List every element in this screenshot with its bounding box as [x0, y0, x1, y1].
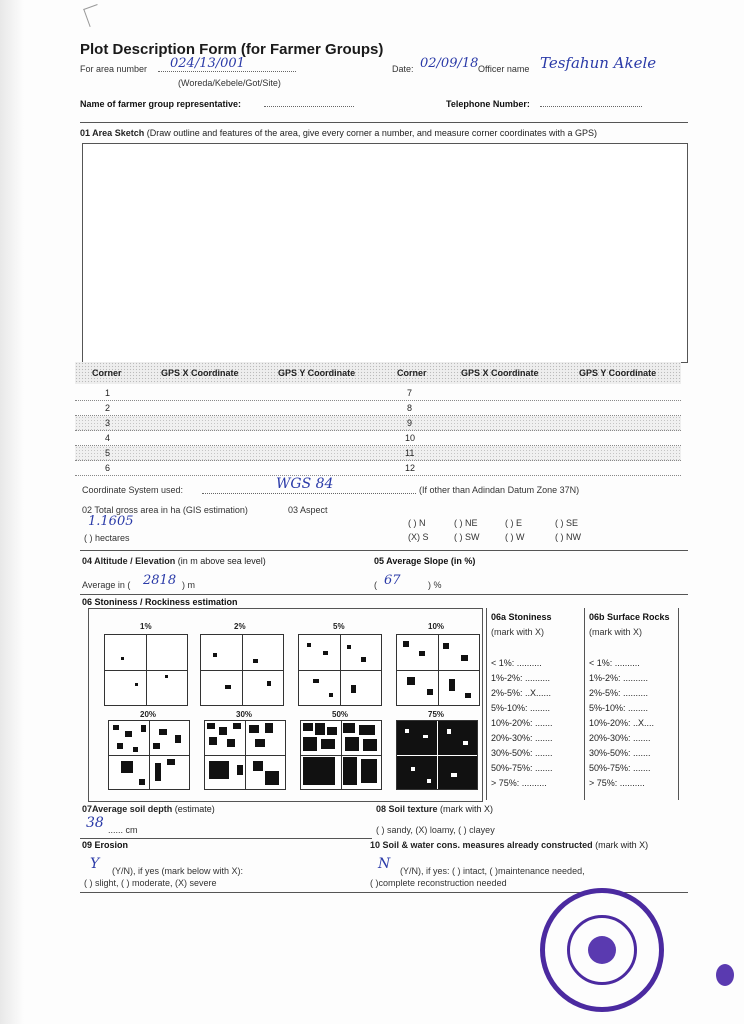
- stoniness-option[interactable]: 2%-5%: ..X......: [491, 688, 552, 698]
- stone-sample-20pct: [108, 720, 190, 790]
- officer-name-value: Tesfahun Akele: [540, 54, 657, 72]
- aspect-nw[interactable]: ( ) NW: [555, 532, 581, 542]
- aspect-se[interactable]: ( ) SE: [555, 518, 579, 528]
- stoniness-option[interactable]: 50%-75%: .......: [491, 763, 553, 773]
- stoniness-options: [491, 656, 553, 791]
- representative-line: [264, 106, 354, 107]
- table-row: [75, 431, 681, 446]
- percent-label: 5%: [333, 622, 345, 631]
- official-stamp: [540, 888, 664, 1012]
- stone-sample-2pct: [200, 634, 284, 706]
- divider: [486, 608, 487, 800]
- corner-number: 6: [105, 463, 111, 473]
- altitude-value: 2818: [143, 573, 177, 588]
- conservation-value: N: [378, 856, 391, 872]
- surface-rocks-option[interactable]: 5%-10%: ........: [589, 703, 649, 713]
- corner-number: 11: [405, 448, 415, 458]
- corner-number: 1: [105, 388, 111, 398]
- stoniness-option[interactable]: > 75%: ..........: [491, 778, 547, 788]
- percent-label: 1%: [140, 622, 152, 631]
- col-corner: Corner: [92, 368, 122, 378]
- table-row: [75, 416, 681, 431]
- soil-depth-sub: (estimate): [174, 804, 215, 814]
- form-title: Plot Description Form (for Farmer Groups): [80, 41, 384, 58]
- date-value: 02/09/18: [420, 56, 479, 71]
- sketch-heading-line: [80, 128, 690, 138]
- table-header: [75, 362, 681, 384]
- soil-texture-heading-line: [376, 804, 493, 814]
- aspect-w[interactable]: ( ) W: [505, 532, 525, 542]
- table-row: [75, 386, 681, 401]
- surface-rocks-option[interactable]: 10%-20%: ..X....: [589, 718, 655, 728]
- divider: [80, 550, 688, 551]
- divider: [584, 608, 585, 800]
- col-gps-y-2: GPS Y Coordinate: [579, 368, 657, 378]
- stone-sample-5pct: [298, 634, 382, 706]
- coord-system-note: (If other than Adindan Datum Zone 37N): [419, 485, 580, 495]
- surface-rocks-option[interactable]: 30%-50%: .......: [589, 748, 651, 758]
- stoniness-col-sub: (mark with X): [491, 627, 545, 637]
- conservation-question: (Y/N), if yes: ( ) intact, ( )maintenance needed,: [400, 866, 585, 876]
- table-row: [75, 461, 681, 476]
- stoniness-heading: 06 Stoniness / Rockiness estimation: [82, 597, 238, 607]
- altitude-sub: (in m above sea level): [177, 556, 266, 566]
- erosion-question: (Y/N), if yes (mark below with X):: [112, 866, 244, 876]
- stoniness-option[interactable]: 5%-10%: ........: [491, 703, 551, 713]
- stoniness-col-heading: 06a Stoniness: [491, 612, 552, 622]
- surface-rocks-option[interactable]: 50%-75%: .......: [589, 763, 651, 773]
- slope-heading: 05 Average Slope (in %): [374, 556, 476, 566]
- corner-number: 5: [105, 448, 111, 458]
- surface-rocks-options: [589, 656, 654, 791]
- divider: [678, 608, 679, 800]
- surface-rocks-option[interactable]: 20%-30%: .......: [589, 733, 651, 743]
- corner-number: 2: [105, 403, 111, 413]
- soil-texture-heading: 08 Soil texture: [376, 804, 438, 814]
- aspect-label: 03 Aspect: [288, 505, 328, 515]
- slope-close: ) %: [428, 580, 442, 590]
- table-row: [75, 446, 681, 461]
- aspect-n[interactable]: ( ) N: [408, 518, 426, 528]
- divider: [80, 594, 688, 595]
- divider: [80, 122, 688, 123]
- surface-rocks-col-heading: 06b Surface Rocks: [589, 612, 670, 622]
- percent-label: 30%: [236, 710, 253, 719]
- surface-rocks-option[interactable]: 2%-5%: ..........: [589, 688, 649, 698]
- col-corner-2: Corner: [397, 368, 427, 378]
- divider: [80, 838, 372, 839]
- area-number-value: 024/13/001: [170, 56, 245, 71]
- scan-edge-shadow: [0, 0, 24, 1024]
- conservation-sub: (mark with X): [595, 840, 649, 850]
- officer-name-label: Officer name: [478, 64, 530, 74]
- aspect-sw[interactable]: ( ) SW: [454, 532, 480, 542]
- soil-texture-options[interactable]: ( ) sandy, (X) loamy, ( ) clayey: [376, 825, 495, 835]
- slope-open: (: [374, 580, 377, 590]
- corner-number: 7: [407, 388, 413, 398]
- stoniness-option[interactable]: < 1%: ..........: [491, 658, 542, 668]
- sketch-heading: 01 Area Sketch: [80, 128, 145, 138]
- sketch-instruction: (Draw outline and features of the area, give every corner a number, and measure corner coordinates with a GPS): [146, 128, 597, 138]
- altitude-unit: ) m: [182, 580, 195, 590]
- erosion-heading: 09 Erosion: [82, 840, 129, 850]
- erosion-value: Y: [90, 856, 100, 872]
- col-gps-x-2: GPS X Coordinate: [461, 368, 539, 378]
- surface-rocks-option[interactable]: < 1%: ..........: [589, 658, 640, 668]
- stoniness-option[interactable]: 30%-50%: .......: [491, 748, 553, 758]
- area-unit-label: ( ) hectares: [84, 533, 130, 543]
- altitude-heading: 04 Altitude / Elevation: [82, 556, 176, 566]
- corner-number: 9: [407, 418, 413, 428]
- ink-blot: [716, 964, 734, 986]
- conservation-options[interactable]: ( )complete reconstruction needed: [370, 878, 507, 888]
- stone-sample-1pct: [104, 634, 188, 706]
- coord-system-value: WGS 84: [276, 476, 334, 492]
- date-label: Date:: [392, 64, 414, 74]
- soil-depth-heading-line: [82, 804, 215, 814]
- corner-number: 4: [105, 433, 111, 443]
- col-gps-y: GPS Y Coordinate: [278, 368, 356, 378]
- table-row: [75, 401, 681, 416]
- area-number-line: [158, 71, 296, 72]
- soil-texture-sub: (mark with X): [440, 804, 494, 814]
- area-value: 1.1605: [88, 514, 134, 529]
- aspect-ne[interactable]: ( ) NE: [454, 518, 478, 528]
- soil-depth-value: 38: [86, 815, 104, 831]
- conservation-heading: 10 Soil & water cons. measures already constructed: [370, 840, 593, 850]
- stone-sample-10pct: [396, 634, 480, 706]
- surface-rocks-option[interactable]: > 75%: ..........: [589, 778, 645, 788]
- representative-label: Name of farmer group representative:: [80, 99, 242, 109]
- corner-number: 12: [405, 463, 416, 473]
- corner-number: 10: [405, 433, 416, 443]
- percent-label: 10%: [428, 622, 445, 631]
- stone-sample-75pct: [396, 720, 478, 790]
- area-number-sublabel: (Woreda/Kebele/Got/Site): [178, 78, 281, 88]
- percent-label: 75%: [428, 710, 445, 719]
- conservation-heading-line: [370, 840, 648, 850]
- percent-label: 50%: [332, 710, 349, 719]
- col-gps-x: GPS X Coordinate: [161, 368, 239, 378]
- area-number-label: For area number: [80, 64, 148, 74]
- aspect-e[interactable]: ( ) E: [505, 518, 522, 528]
- corner-number: 3: [105, 418, 111, 428]
- erosion-severity-options[interactable]: ( ) slight, ( ) moderate, (X) severe: [84, 878, 217, 888]
- stamp-inner-ring: [567, 915, 637, 985]
- soil-depth-unit: ...... cm: [108, 825, 138, 835]
- surface-rocks-option[interactable]: 1%-2%: ..........: [589, 673, 649, 683]
- corner-number: 8: [407, 403, 413, 413]
- page-corner-mark: [83, 4, 104, 27]
- stoniness-option[interactable]: 20%-30%: .......: [491, 733, 553, 743]
- telephone-label: Telephone Number:: [446, 99, 530, 109]
- coord-system-line: [202, 493, 416, 494]
- altitude-label: Average in (: [82, 580, 131, 590]
- coord-system-label: Coordinate System used:: [82, 485, 184, 495]
- sketch-area-box[interactable]: [82, 143, 688, 363]
- slope-value: 67: [384, 573, 401, 588]
- surface-rocks-col-sub: (mark with X): [589, 627, 643, 637]
- stoniness-option[interactable]: 10%-20%: .......: [491, 718, 553, 728]
- stamp-emblem: [588, 936, 616, 964]
- aspect-s[interactable]: (X) S: [408, 532, 429, 542]
- percent-label: 20%: [140, 710, 157, 719]
- stoniness-option[interactable]: 1%-2%: ..........: [491, 673, 551, 683]
- soil-depth-heading: 07Average soil depth: [82, 804, 173, 814]
- percent-label: 2%: [234, 622, 246, 631]
- area-label: 02 Total gross area in ha (GIS estimation): [82, 505, 248, 515]
- telephone-line: [540, 106, 642, 107]
- altitude-heading-line: [82, 556, 266, 566]
- stone-sample-50pct: [300, 720, 382, 790]
- stone-sample-30pct: [204, 720, 286, 790]
